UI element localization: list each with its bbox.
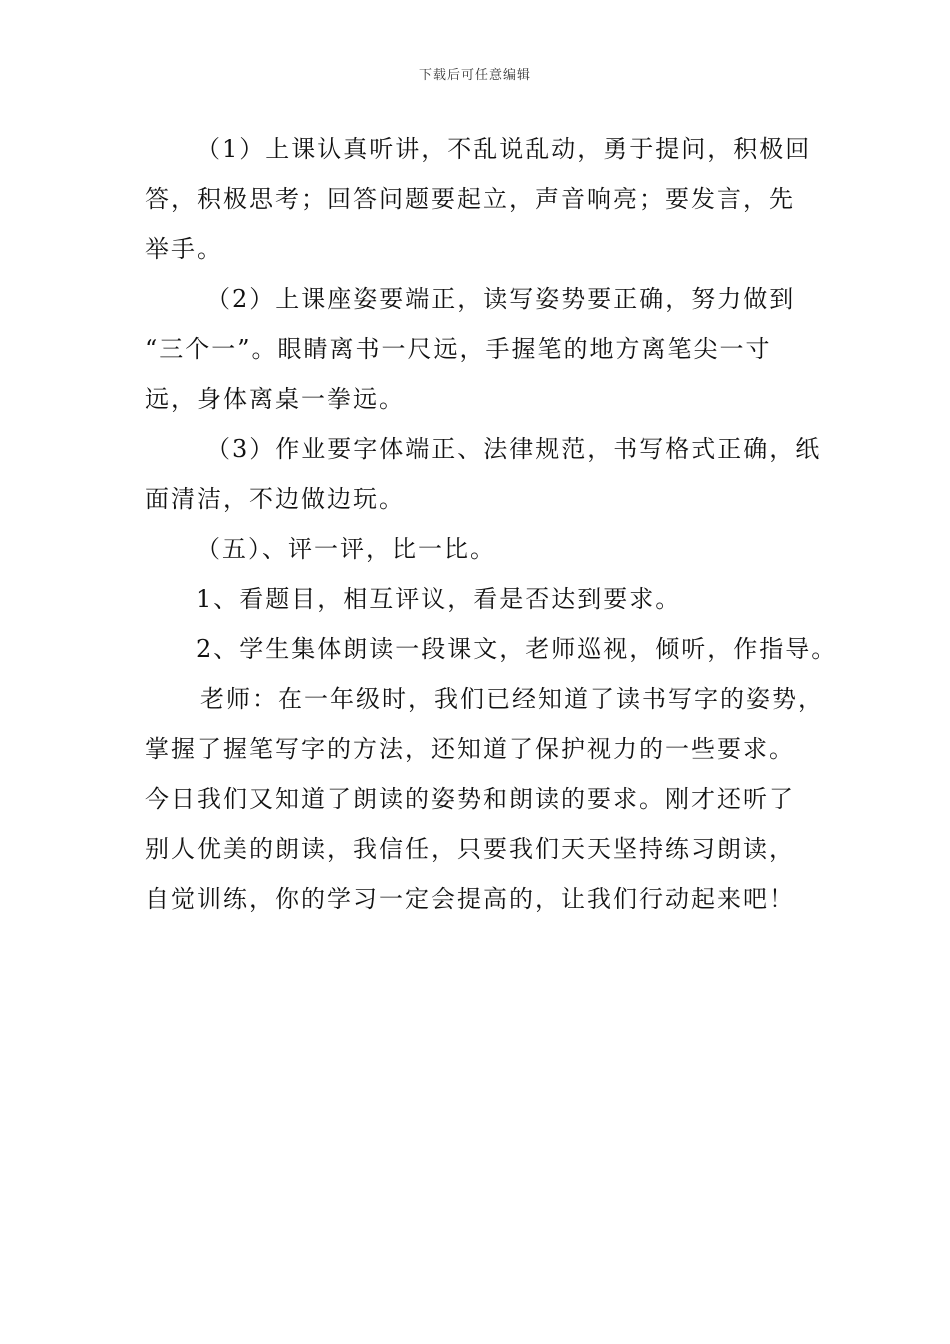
section-heading: （五）、评一评，比一比。	[196, 535, 496, 563]
text-line: （2）上课座姿要端正，读写姿势要正确，努力做到	[206, 285, 796, 313]
text-line: 掌握了握笔写字的方法，还知道了保护视力的一些要求。	[145, 735, 795, 763]
text-line: 远，身体离桌一拳远。	[145, 385, 405, 413]
list-item: 2、学生集体朗读一段课文，老师巡视，倾听，作指导。	[196, 635, 838, 663]
text-line: 答，积极思考；回答问题要起立，声音响亮；要发言，先	[145, 185, 795, 213]
text-line: 面清洁，不边做边玩。	[145, 485, 405, 513]
list-item: 1、看题目，相互评议，看是否达到要求。	[196, 585, 682, 613]
text-line: （3）作业要字体端正、法律规范，书写格式正确，纸	[206, 435, 822, 463]
text-line: 今日我们又知道了朗读的姿势和朗读的要求。刚才还听了	[145, 785, 795, 813]
text-line: 老师：在一年级时，我们已经知道了读书写字的姿势，	[200, 685, 824, 713]
text-line: 别人优美的朗读，我信任，只要我们天天坚持练习朗读，	[145, 835, 795, 863]
text-line: 自觉训练，你的学习一定会提高的，让我们行动起来吧！	[145, 885, 795, 913]
text-line: “三个一”。眼睛离书一尺远，手握笔的地方离笔尖一寸	[145, 335, 772, 363]
text-line: 举手。	[145, 235, 223, 263]
page-header: 下载后可任意编辑	[418, 68, 531, 83]
text-line: （1）上课认真听讲，不乱说乱动，勇于提问，积极回	[196, 135, 812, 163]
